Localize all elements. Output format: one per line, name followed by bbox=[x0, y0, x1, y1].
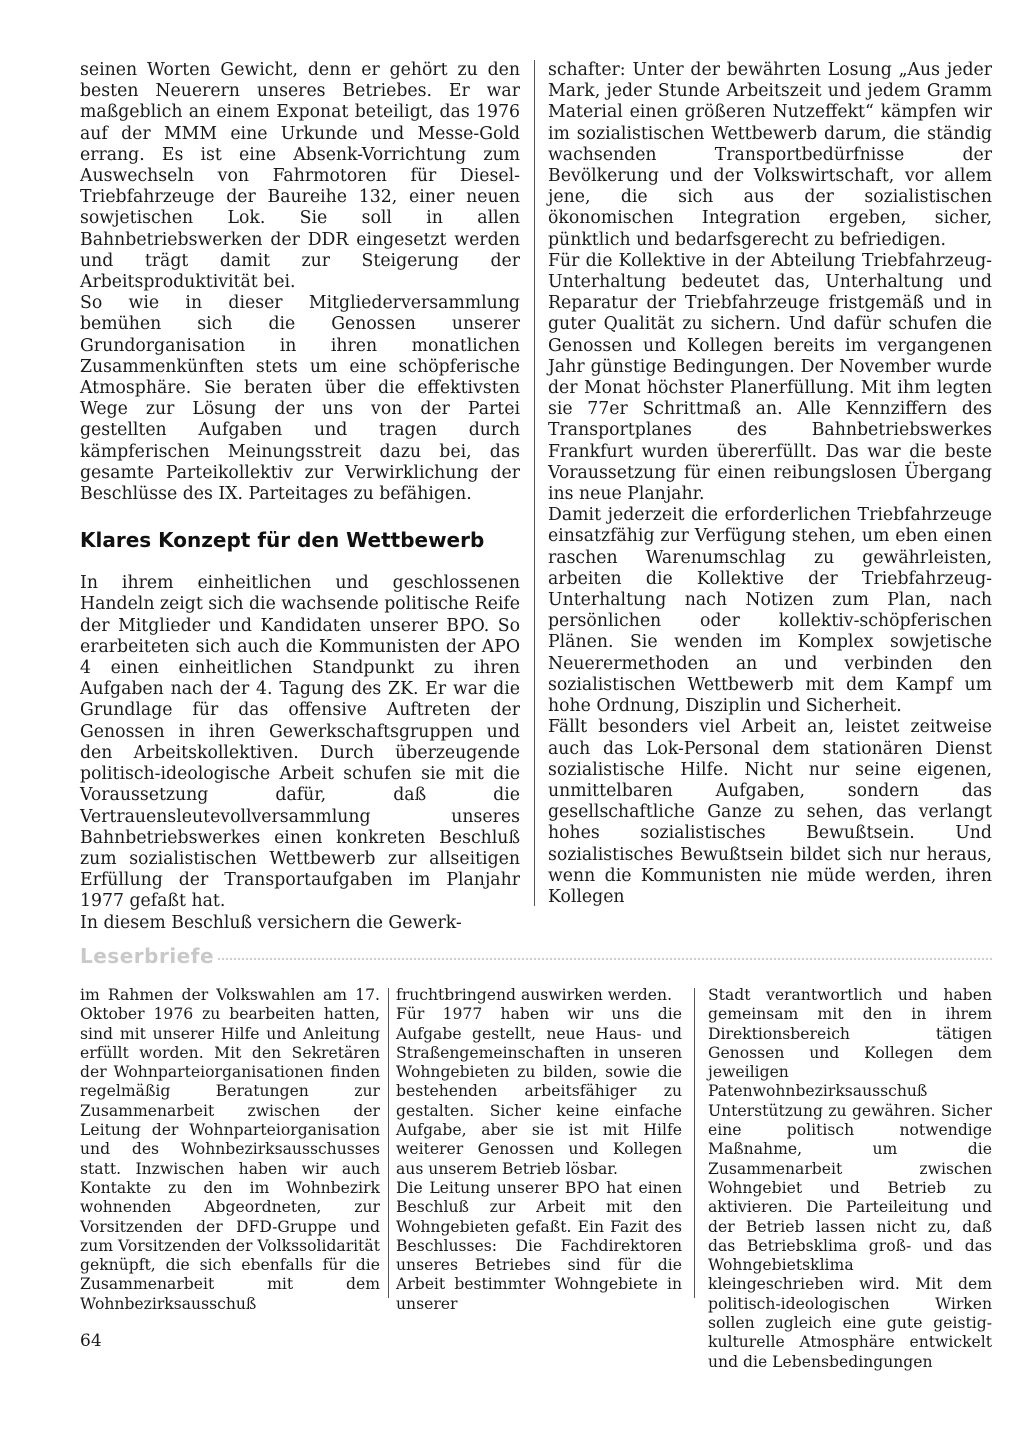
page-number: 64 bbox=[80, 1331, 102, 1351]
article-column-right bbox=[548, 60, 992, 908]
letters-section-header bbox=[80, 944, 992, 968]
column-divider bbox=[694, 988, 695, 1298]
letters-column-2 bbox=[396, 986, 682, 1314]
section-label: Leserbriefe bbox=[80, 944, 215, 968]
column-divider bbox=[534, 60, 535, 906]
paragraph: So wie in dieser Mitgliederversammlung bemühen sich die Genossen unserer Grundorganisation in ihren monatlichen Zusammenkünften stets um eine schöpferische Atmosphäre. Sie beraten über die effektivsten Wege zur Lösung der uns von der Partei gestellten Aufgaben und tragen durch kämpferischen Meinungsstreit dazu bei, das gesamte Parteikollektiv zur Verwirklichung der Beschlüsse des IX. Parteitages zu befähigen. bbox=[80, 293, 520, 505]
paragraph: Stadt verantwortlich und haben gemeinsam mit den in ihrem Direktionsbereich tätigen Genossen und Kollegen dem jeweiligen Patenwohnbezirksausschuß Unterstützung zu gewähren. Sicher eine politisch notwendige Maßnahme, um die Zusammenarbeit zwischen Wohngebiet und Betrieb zu aktivieren. Die Parteileitung und der Betrieb lassen nicht zu, daß das Betriebsklima groß- und das Wohngebietsklima kleingeschrieben wird. Mit dem politisch-ideologischen Wirken sollen zugleich eine gute geistig-kulturelle Atmosphäre entwickelt und die Lebensbedingungen bbox=[708, 986, 992, 1371]
paragraph: fruchtbringend auswirken werden. bbox=[396, 986, 673, 1004]
letters-column-1 bbox=[80, 986, 380, 1314]
paragraph: seinen Worten Gewicht, denn er gehört zu den besten Neuerern unseres Betriebes. Er war maßgeblich an einem Exponat beteiligt, das 1976 auf der MMM eine Urkunde und Messe-Gold errang. Es ist eine Absenk-Vorrichtung zum Auswechseln von Fahrmotoren für Diesel-Triebfahrzeuge der Baureihe 132, einer neuen sowjetischen Lok. Sie soll in allen Bahnbetriebswerken der DDR eingesetzt werden und trägt damit zur Steigerung der Arbeitsproduktivität bei. bbox=[80, 60, 520, 293]
paragraph: Damit jederzeit die erforderlichen Triebfahrzeuge einsatzfähig zur Verfügung stehen, um eben einen raschen Warenumschlag zu gewährleisten, arbeiten die Kollektive der Triebfahrzeug-Unterhaltung nach Notizen zum Plan, nach persönlichen oder kollektiv-schöpferischen Plänen. Sie wenden im Komplex sowjetische Neuerermethoden an und verbinden den sozialistischen Wettbewerb mit dem Kampf um hohe Ordnung, Disziplin und Sicherheit. bbox=[548, 505, 992, 717]
paragraph: im Rahmen der Volkswahlen am 17. Oktober 1976 zu bearbeiten hatten, sind mit unserer Hilfe und Anleitung erfüllt worden. Mit den Sekretären der Wohnparteiorganisationen finden regelmäßig Beratungen zur Zusammenarbeit zwischen der Leitung der Wohnparteiorganisation und des Wohnbezirksausschusses statt. Inzwischen haben wir auch Kontakte zu den im Wohnbezirk wohnenden Abgeordneten, zur Vorsitzenden der DFD-Gruppe und zum Vorsitzenden der Volkssolidarität geknüpft, die sich ebenfalls für die Zusammenarbeit mit dem Wohnbezirksausschuß bbox=[80, 986, 380, 1313]
paragraph: Für die Kollektive in der Abteilung Triebfahrzeug-Unterhaltung bedeutet das, Unterhaltung und Reparatur der Triebfahrzeuge fristgemäß und in guter Qualität zu sichern. Und dafür schufen die Genossen und Kollegen bereits im vergangenen Jahr günstige Bedingungen. Der November wurde der Monat höchster Planerfüllung. Mit ihm legten sie 77er Schrittmaß an. Alle Kennziffern des Transportplanes des Bahnbetriebswerkes Frankfurt wurden übererfüllt. Das war die beste Voraussetzung für einen reibungslosen Übergang ins neue Planjahr. bbox=[548, 250, 992, 505]
article-column-left bbox=[80, 60, 520, 934]
section-heading: Klares Konzept für den Wettbewerb bbox=[80, 528, 485, 553]
paragraph: Für 1977 haben wir uns die Aufgabe gestellt, neue Haus- und Straßengemeinschaften in unseren Wohngebieten zu bilden, sowie die bestehenden arbeitsfähiger zu gestalten. Sicher keine einfache Aufgabe, aber sie ist mit Hilfe weiterer Genossen und Kollegen aus unserem Betrieb lösbar. bbox=[396, 1005, 682, 1178]
paragraph: Die Leitung unserer BPO hat einen Beschluß zur Arbeit mit den Wohngebieten gefaßt. Ein Fazit des Beschlusses: Die Fachdirektoren unseres Betriebes sind für die Arbeit bestimmter Wohngebiete in unserer bbox=[396, 1178, 682, 1313]
paragraph: In ihrem einheitlichen und geschlossenen Handeln zeigt sich die wachsende politische Reife der Mitglieder und Kandidaten unserer BPO. So erarbeiteten sich auch die Kommunisten der APO 4 einen einheitlichen Standpunkt zu ihren Aufgaben nach der 4. Tagung des ZK. Er war die Grundlage für das offensive Auftreten der Genossen in ihren Gewerkschaftsgruppen und den Arbeitskollektiven. Durch überzeugende politisch-ideologische Arbeit schufen sie mit die Voraussetzung dafür, daß die Vertrauensleutevollversammlung unseres Bahnbetriebswerkes einen konkreten Beschluß zum sozialistischen Wettbewerb zur allseitigen Erfüllung der Transportaufgaben im Planjahr 1977 gefaßt hat. bbox=[80, 573, 520, 912]
paragraph: In diesem Beschluß versichern die Gewerk- bbox=[80, 912, 462, 933]
column-divider bbox=[388, 988, 389, 1298]
paragraph: schafter: Unter der bewährten Losung „Aus jeder Mark, jeder Stunde Arbeitszeit und jedem Gramm Material einen größeren Nutzeffekt“ kämpfen wir im sozialistischen Wettbewerb darum, die ständig wachsenden Transportbedürfnisse der Bevölkerung und der Volkswirtschaft, vor allem jene, die sich aus der sozialistischen ökonomischen Integration ergeben, sicher, pünktlich und bedarfsgerecht zu befriedigen. bbox=[548, 60, 992, 250]
section-rule bbox=[218, 958, 992, 960]
paragraph: Fällt besonders viel Arbeit an, leistet zeitweise auch das Lok-Personal dem stationären Dienst sozialistische Hilfe. Nicht nur seine eigenen, unmittelbaren Aufgaben, sondern das gesellschaftliche Ganze zu sehen, das verlangt hohes sozialistisches Bewußtsein. Und sozialistisches Bewußtsein bildet sich nur heraus, wenn die Kommunisten nie müde werden, ihren Kollegen bbox=[548, 717, 992, 907]
letters-column-3 bbox=[708, 986, 992, 1372]
